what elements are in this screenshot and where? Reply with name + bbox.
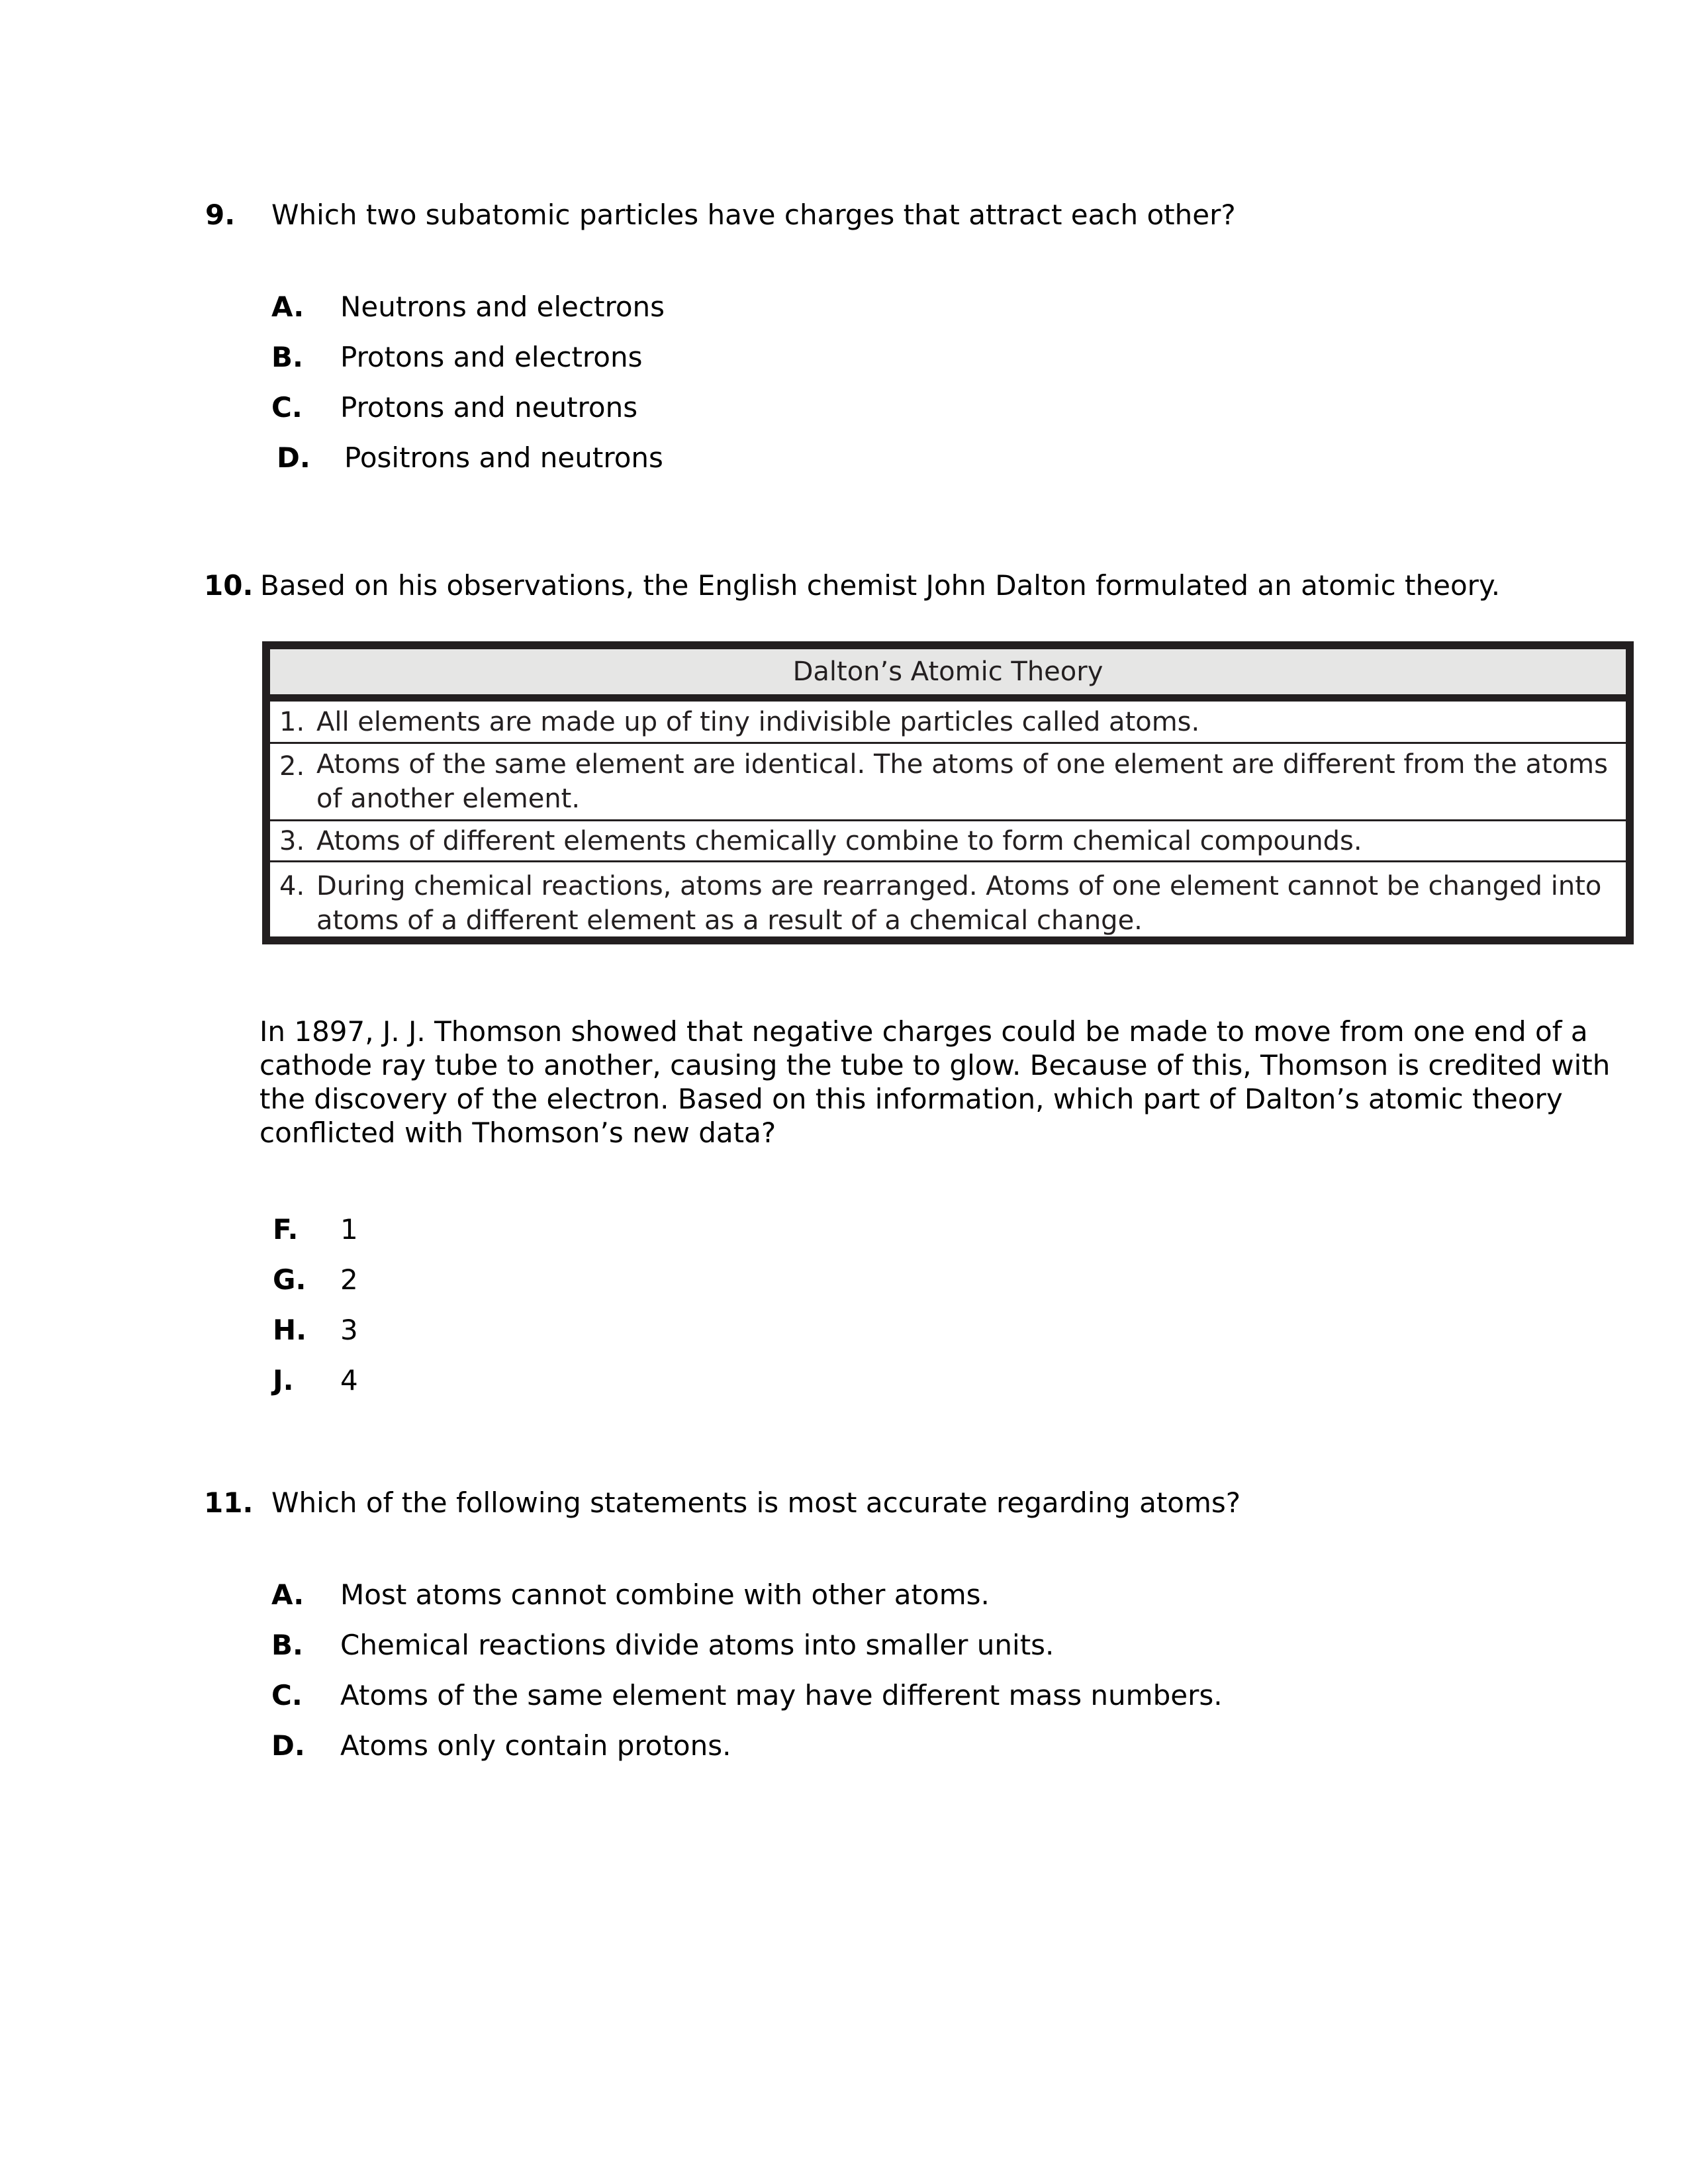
table-row (270, 821, 1626, 862)
question-number: 11. (204, 1486, 254, 1519)
option-text: Atoms only contain protons. (340, 1729, 731, 1762)
option-text: 2 (340, 1263, 358, 1296)
table-row (270, 744, 1626, 821)
row-number: 2. (279, 751, 305, 782)
option-letter: C. (271, 1679, 303, 1711)
option-letter: A. (271, 1578, 305, 1611)
option-letter: D. (271, 1729, 305, 1762)
table-title: Dalton’s Atomic Theory (270, 649, 1626, 702)
option-text: Chemical reactions divide atoms into smaller units. (340, 1629, 1055, 1661)
option-letter: H. (273, 1314, 307, 1346)
option-letter: A. (271, 291, 305, 323)
table-row (270, 702, 1626, 744)
option-letter: B. (271, 341, 303, 373)
option-text: Most atoms cannot combine with other atoms. (340, 1578, 990, 1611)
option-text: 3 (340, 1314, 358, 1346)
option-text: Neutrons and electrons (340, 291, 665, 323)
option-letter: F. (273, 1213, 299, 1246)
option-text: Protons and neutrons (340, 391, 638, 424)
option-text: Atoms of the same element may have different mass numbers. (340, 1679, 1223, 1711)
question-number: 10. (204, 569, 254, 602)
passage-text: In 1897, J. J. Thomson showed that negative charges could be made to move from one end of a cathode ray tube to another, causing the tube to glow. Because of this, Thomson is credited with the discovery of the electron. Based on this information, which part of Dalton’s atomic theory conflicted with Thomson’s new data? (259, 1015, 1611, 1149)
question-number: 9. (205, 199, 236, 231)
row-text: All elements are made up of tiny indivisible particles called atoms. (316, 706, 1200, 737)
row-text: Atoms of different elements chemically combine to form chemical compounds. (316, 825, 1362, 856)
question-text: Which of the following statements is most accurate regarding atoms? (271, 1486, 1241, 1519)
dalton-theory-table (262, 641, 1634, 944)
option-text: Positrons and neutrons (344, 441, 663, 474)
option-text: Protons and electrons (340, 341, 643, 373)
option-letter: D. (277, 441, 310, 474)
question-text: Which two subatomic particles have charges that attract each other? (271, 199, 1236, 231)
row-number: 3. (279, 825, 305, 856)
row-text: Atoms of the same element are identical. The atoms of one element are different from the atoms of another element. (316, 749, 1608, 814)
option-letter: G. (273, 1263, 306, 1296)
row-number: 1. (279, 706, 305, 737)
option-letter: B. (271, 1629, 303, 1661)
question-text: Based on his observations, the English chemist John Dalton formulated an atomic theory. (260, 569, 1501, 602)
option-letter: J. (273, 1364, 294, 1396)
option-letter: C. (271, 391, 303, 424)
row-number: 4. (279, 871, 305, 901)
row-text: During chemical reactions, atoms are rearranged. Atoms of one element cannot be changed into atoms of a different element as a result of a chemical change. (316, 871, 1602, 936)
option-text: 1 (340, 1213, 358, 1246)
option-text: 4 (340, 1364, 358, 1396)
table-row (270, 862, 1626, 944)
